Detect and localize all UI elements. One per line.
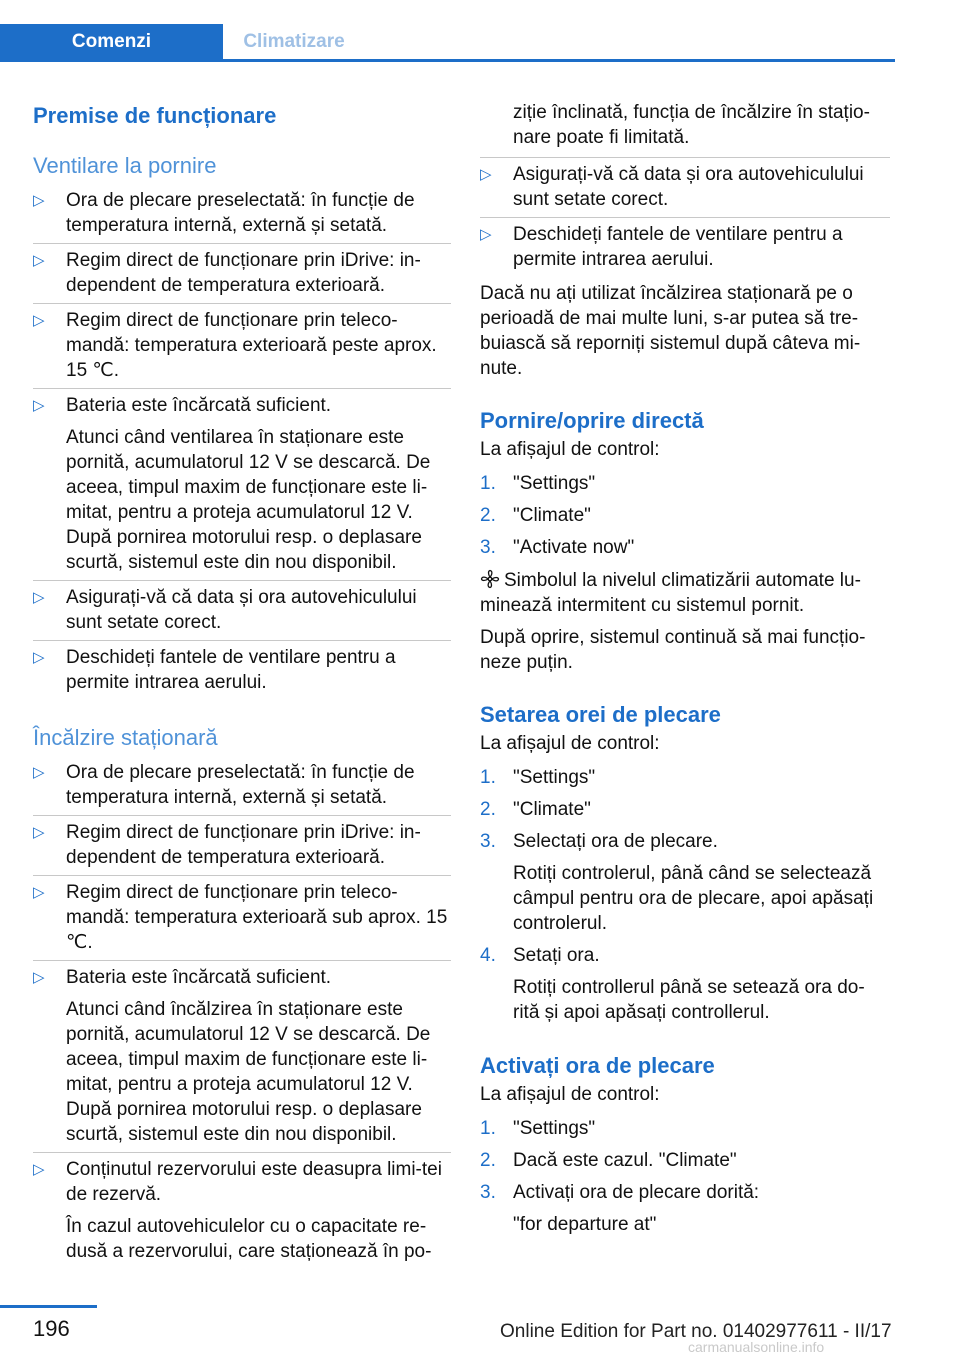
section-title: Premise de funcționare (33, 103, 277, 128)
tab-comenzi[interactable]: Comenzi (0, 24, 223, 60)
triangle-bullet-icon: ▷ (33, 397, 45, 414)
departure-time-intro: La afișajul de control: (480, 733, 660, 754)
step-item: 1. "Settings" (480, 767, 596, 788)
header-tabbar (0, 24, 895, 62)
battery-note: Atunci când ventilarea în staționare este pornită, acumulatorul 12 V se descarcă. De aceea, timpul maxim de funcționare este li-mitat, pentru a proteja acumulatorul 12 V. După pornirea motorului resp. o deplasare scurtă, sistemul este din nou disponibil. (66, 427, 431, 573)
battery-note: Atunci când încălzirea în staționare este pornită, acumulatorul 12 V se descarcă. De aceea, timpul maxim de funcționare este li-mitat, pentru a proteja acumulatorul 12 V. După pornirea motorului resp. o deplasare scurtă, sistemul este din nou disponibil. (66, 999, 431, 1145)
step-item: 3. "Activate now" (480, 537, 635, 558)
step-item: 3. Selectați ora de plecare. Rotiți controlerul, până când se selectează câmpul pentru ora de plecare, apoi apăsați controlerul. (480, 831, 874, 934)
step-item: 2. Dacă este cazul. "Climate" (480, 1150, 737, 1171)
triangle-bullet-icon: ▷ (33, 589, 45, 606)
list-item: ▷ Ora de plecare preselectată: în funcție de temperatura internă, externă și setată. (33, 762, 415, 808)
direct-start-intro: La afișajul de control: (480, 439, 660, 460)
step-item: 2. "Climate" (480, 799, 591, 820)
left-column (33, 100, 451, 1269)
ventilation-list (33, 184, 451, 700)
list-item: ▷ Deschideți fantele de ventilare pentru a permite intrarea aerului. (480, 217, 890, 277)
footer-rule (0, 1305, 97, 1308)
heating-list-continued (480, 158, 890, 277)
right-column (480, 100, 890, 1240)
step-item: 3. Activați ora de plecare dorită: "for departure at" (480, 1182, 760, 1235)
departure-time-steps (480, 761, 890, 1028)
triangle-bullet-icon: ▷ (33, 824, 45, 841)
list-item: ▷ Conținutul rezervorului este deasupra limi-tei de rezervă. În cazul autovehiculelor cu o capacitate re-dusă a rezervorului, care staționează în po- (33, 1152, 451, 1269)
list-item: ▷ Asigurați-vă că data și ora autovehiculului sunt setate corect. (33, 580, 451, 640)
list-item: ▷ Deschideți fantele de ventilare pentru a permite intrarea aerului. (33, 640, 451, 700)
triangle-bullet-icon: ▷ (33, 312, 45, 329)
heating-list (33, 756, 451, 1269)
fan-icon (480, 569, 500, 589)
list-item: ▷ Ora de plecare preselectată: în funcție de temperatura internă, externă și setată. (33, 190, 415, 236)
step-item: 1. "Settings" (480, 1118, 596, 1139)
triangle-bullet-icon: ▷ (480, 226, 492, 243)
direct-start-steps (480, 467, 890, 563)
triangle-bullet-icon: ▷ (33, 764, 45, 781)
triangle-bullet-icon: ▷ (33, 649, 45, 666)
list-item: ▷ Bateria este încărcată suficient. Atunci când ventilarea în staționare este pornită, acumulatorul 12 V se descarcă. De aceea, timpul maxim de funcționare este li-mitat, pentru a proteja acumulatorul 12 V. După pornirea motorului resp. o deplasare scurtă, sistemul este din nou disponibil. (33, 388, 451, 580)
watermark: carmanualsonline.info (688, 1339, 825, 1355)
list-item: ▷ Regim direct de funcționare prin iDrive: in-dependent de temperatura exterioară. (33, 243, 451, 303)
triangle-bullet-icon: ▷ (33, 969, 45, 986)
list-item: ▷ Bateria este încărcată suficient. Atunci când încălzirea în staționare este pornită, acumulatorul 12 V se descarcă. De aceea, timpul maxim de funcționare este li-mitat, pentru a proteja acumulatorul 12 V. După pornirea motorului resp. o deplasare scurtă, sistemul este din nou disponibil. (33, 960, 451, 1152)
triangle-bullet-icon: ▷ (480, 166, 492, 183)
ventilation-heading: Ventilare la pornire (33, 153, 217, 178)
departure-time-heading: Setarea orei de plecare (480, 702, 721, 727)
page-number: 196 (33, 1316, 70, 1341)
list-item: ▷ Regim direct de funcționare prin teleco-mandă: temperatura exterioară sub aprox. 15 ℃. (33, 875, 451, 960)
after-stop-note: După oprire, sistemul continuă să mai funcțio-neze puțin. (480, 627, 866, 673)
step-item: 4. Setați ora. Rotiți controllerul până se setează ora do-rită și apoi apăsați controllerul. (480, 945, 865, 1023)
step-item: 2. "Climate" (480, 505, 591, 526)
activate-departure-heading: Activați ora de plecare (480, 1053, 715, 1078)
tab-climatizare[interactable]: Climatizare (243, 31, 345, 52)
heating-heading: Încălzire staționară (33, 725, 218, 750)
triangle-bullet-icon: ▷ (33, 1161, 45, 1178)
direct-start-heading: Pornire/oprire directă (480, 408, 704, 433)
activate-departure-steps (480, 1112, 890, 1240)
header-rule (0, 59, 895, 62)
triangle-bullet-icon: ▷ (33, 192, 45, 209)
list-item: ▷ Regim direct de funcționare prin iDrive: in-dependent de temperatura exterioară. (33, 815, 451, 875)
activate-departure-intro: La afișajul de control: (480, 1084, 660, 1105)
edition-text: Online Edition for Part no. 01402977611 - II/17 (500, 1321, 892, 1342)
triangle-bullet-icon: ▷ (33, 884, 45, 901)
triangle-bullet-icon: ▷ (33, 252, 45, 269)
list-item: ▷ Asigurați-vă că data și ora autovehiculului sunt setate corect. (480, 164, 864, 210)
step-item: 1. "Settings" (480, 473, 596, 494)
usage-note: Dacă nu ați utilizat încălzirea staționară pe o perioadă de mai multe luni, s-ar putea să tre-buiască să reporniți sistemul după câteva mi-nute. (480, 283, 861, 379)
tank-note: În cazul autovehiculelor cu o capacitate re-dusă a rezervorului, care staționează în po- (66, 1216, 432, 1262)
symbol-note: Simbolul la nivelul climatizării automate lu-minează intermitent cu sistemul pornit. (480, 570, 861, 616)
continued-text: ziție înclinată, funcția de încălzire în stațio-nare poate fi limitată. (480, 100, 890, 158)
list-item: ▷ Regim direct de funcționare prin teleco-mandă: temperatura exterioară peste aprox. 15 ℃. (33, 303, 451, 388)
